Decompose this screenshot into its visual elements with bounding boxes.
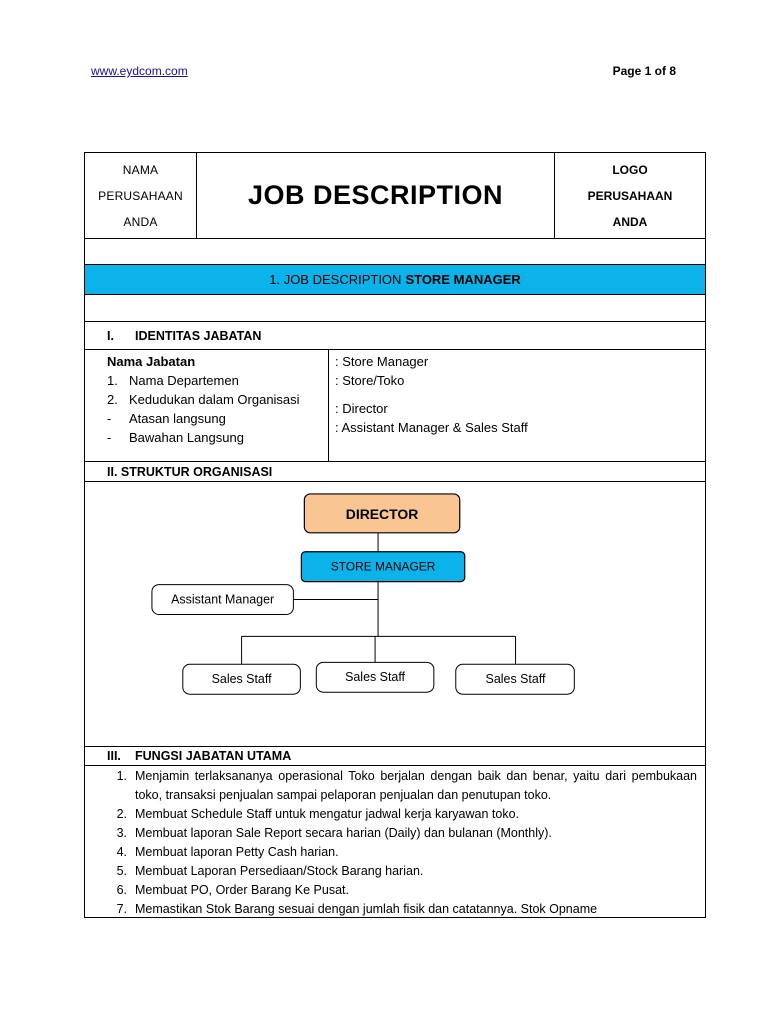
list-item	[107, 371, 328, 390]
fungsi-list	[85, 767, 705, 918]
company-line: ANDA	[123, 214, 158, 229]
nama-jabatan-label: Nama Jabatan	[107, 354, 196, 369]
band-prefix: 1. JOB DESCRIPTION	[269, 272, 402, 287]
list-item	[85, 824, 705, 843]
list-marker: -	[107, 411, 112, 426]
section-number: III.	[107, 749, 121, 763]
logo-cell	[555, 153, 705, 238]
org-node-sales-staff	[183, 664, 301, 694]
identitas-values	[329, 350, 705, 461]
list-text: Membuat PO, Order Barang Ke Pusat.	[135, 883, 349, 897]
list-item	[85, 843, 705, 862]
identitas-labels	[85, 350, 329, 461]
list-item	[85, 805, 705, 824]
list-text: Menjamin terlaksananya operasional Toko berjalan dengan baik dan benar, yaitu dari pembukaan toko, transaksi penjualan sampai pelaporan penjualan dan penutupan toko.	[135, 769, 697, 802]
org-node-sales-staff	[456, 664, 575, 694]
company-line: NAMA	[122, 162, 159, 177]
org-node-director	[304, 494, 459, 533]
list-text: Bawahan Langsung	[129, 430, 244, 445]
company-name-cell	[85, 153, 197, 238]
list-item	[85, 862, 705, 881]
page-total: 8	[669, 64, 676, 78]
list-number: 4.	[116, 845, 127, 859]
band-role: STORE MANAGER	[405, 272, 521, 287]
logo-line: LOGO	[612, 162, 648, 177]
section-title: FUNGSI JABATAN UTAMA	[135, 749, 292, 763]
list-text: Membuat Schedule Staff untuk mengatur jadwal kerja karyawan toko.	[135, 807, 520, 821]
director-label: DIRECTOR	[345, 505, 419, 522]
spacer-row	[85, 239, 705, 265]
list-item	[85, 900, 705, 918]
page-title: JOB DESCRIPTION	[197, 153, 555, 238]
org-chart-area	[85, 482, 705, 747]
list-number: 1.	[116, 769, 127, 783]
sales-label: Sales Staff	[485, 672, 546, 687]
value-line: : Store/Toko	[335, 373, 405, 388]
section-struktur-header	[85, 462, 705, 482]
list-text: Kedudukan dalam Organisasi	[129, 392, 300, 407]
job-title-band	[85, 265, 705, 295]
org-node-store-manager	[301, 552, 464, 582]
list-number: 3.	[116, 826, 127, 840]
spacer-row	[85, 295, 705, 322]
page-label: Page	[612, 64, 642, 78]
sales-label: Sales Staff	[211, 672, 272, 687]
title-row	[85, 153, 705, 239]
list-item	[107, 409, 328, 428]
list-marker: 1.	[107, 373, 118, 388]
list-text: Nama Departemen	[129, 373, 239, 388]
list-text: Atasan langsung	[129, 411, 226, 426]
website-link[interactable]: www.eydcom.com	[91, 64, 188, 78]
org-node-assistant-manager	[152, 585, 293, 615]
org-node-sales-staff	[316, 662, 434, 692]
list-text: Membuat laporan Sale Report secara harian (Daily) dan bulanan (Monthly).	[135, 826, 552, 840]
job-description-table	[84, 152, 706, 918]
section-number: I.	[107, 328, 114, 343]
list-marker: -	[107, 430, 112, 445]
section-title: IDENTITAS JABATAN	[135, 328, 262, 343]
list-item	[85, 767, 705, 805]
value-line: : Director	[335, 401, 388, 416]
org-chart	[85, 482, 705, 746]
page-current: 1	[644, 64, 652, 78]
list-text: Memastikan Stok Barang sesuai dengan jumlah fisik dan catatannya. Stok Opname	[135, 902, 598, 916]
identitas-body	[85, 350, 705, 462]
value-line: : Store Manager	[335, 354, 429, 369]
list-number: 6.	[116, 883, 127, 897]
sales-label: Sales Staff	[345, 670, 406, 685]
list-number: 7.	[116, 902, 127, 916]
section-title: II. STRUKTUR ORGANISASI	[107, 464, 273, 479]
page-of: of	[654, 64, 666, 78]
page-indicator	[613, 64, 676, 78]
list-number: 5.	[116, 864, 127, 878]
list-item	[107, 390, 328, 409]
logo-line: ANDA	[612, 214, 648, 229]
logo-line: PERUSAHAAN	[587, 188, 673, 203]
value-line: : Assistant Manager & Sales Staff	[335, 420, 528, 435]
list-marker: 2.	[107, 392, 118, 407]
list-number: 2.	[116, 807, 127, 821]
section-fungsi-header	[85, 747, 705, 766]
list-item	[85, 881, 705, 900]
assistant-label: Assistant Manager	[171, 592, 275, 607]
store-manager-label: STORE MANAGER	[330, 559, 436, 574]
company-line: PERUSAHAAN	[98, 188, 183, 203]
list-text: Membuat Laporan Persediaan/Stock Barang harian.	[135, 864, 424, 878]
section-identitas-header	[85, 322, 705, 350]
list-text: Membuat laporan Petty Cash harian.	[135, 845, 339, 859]
list-item	[107, 428, 328, 447]
